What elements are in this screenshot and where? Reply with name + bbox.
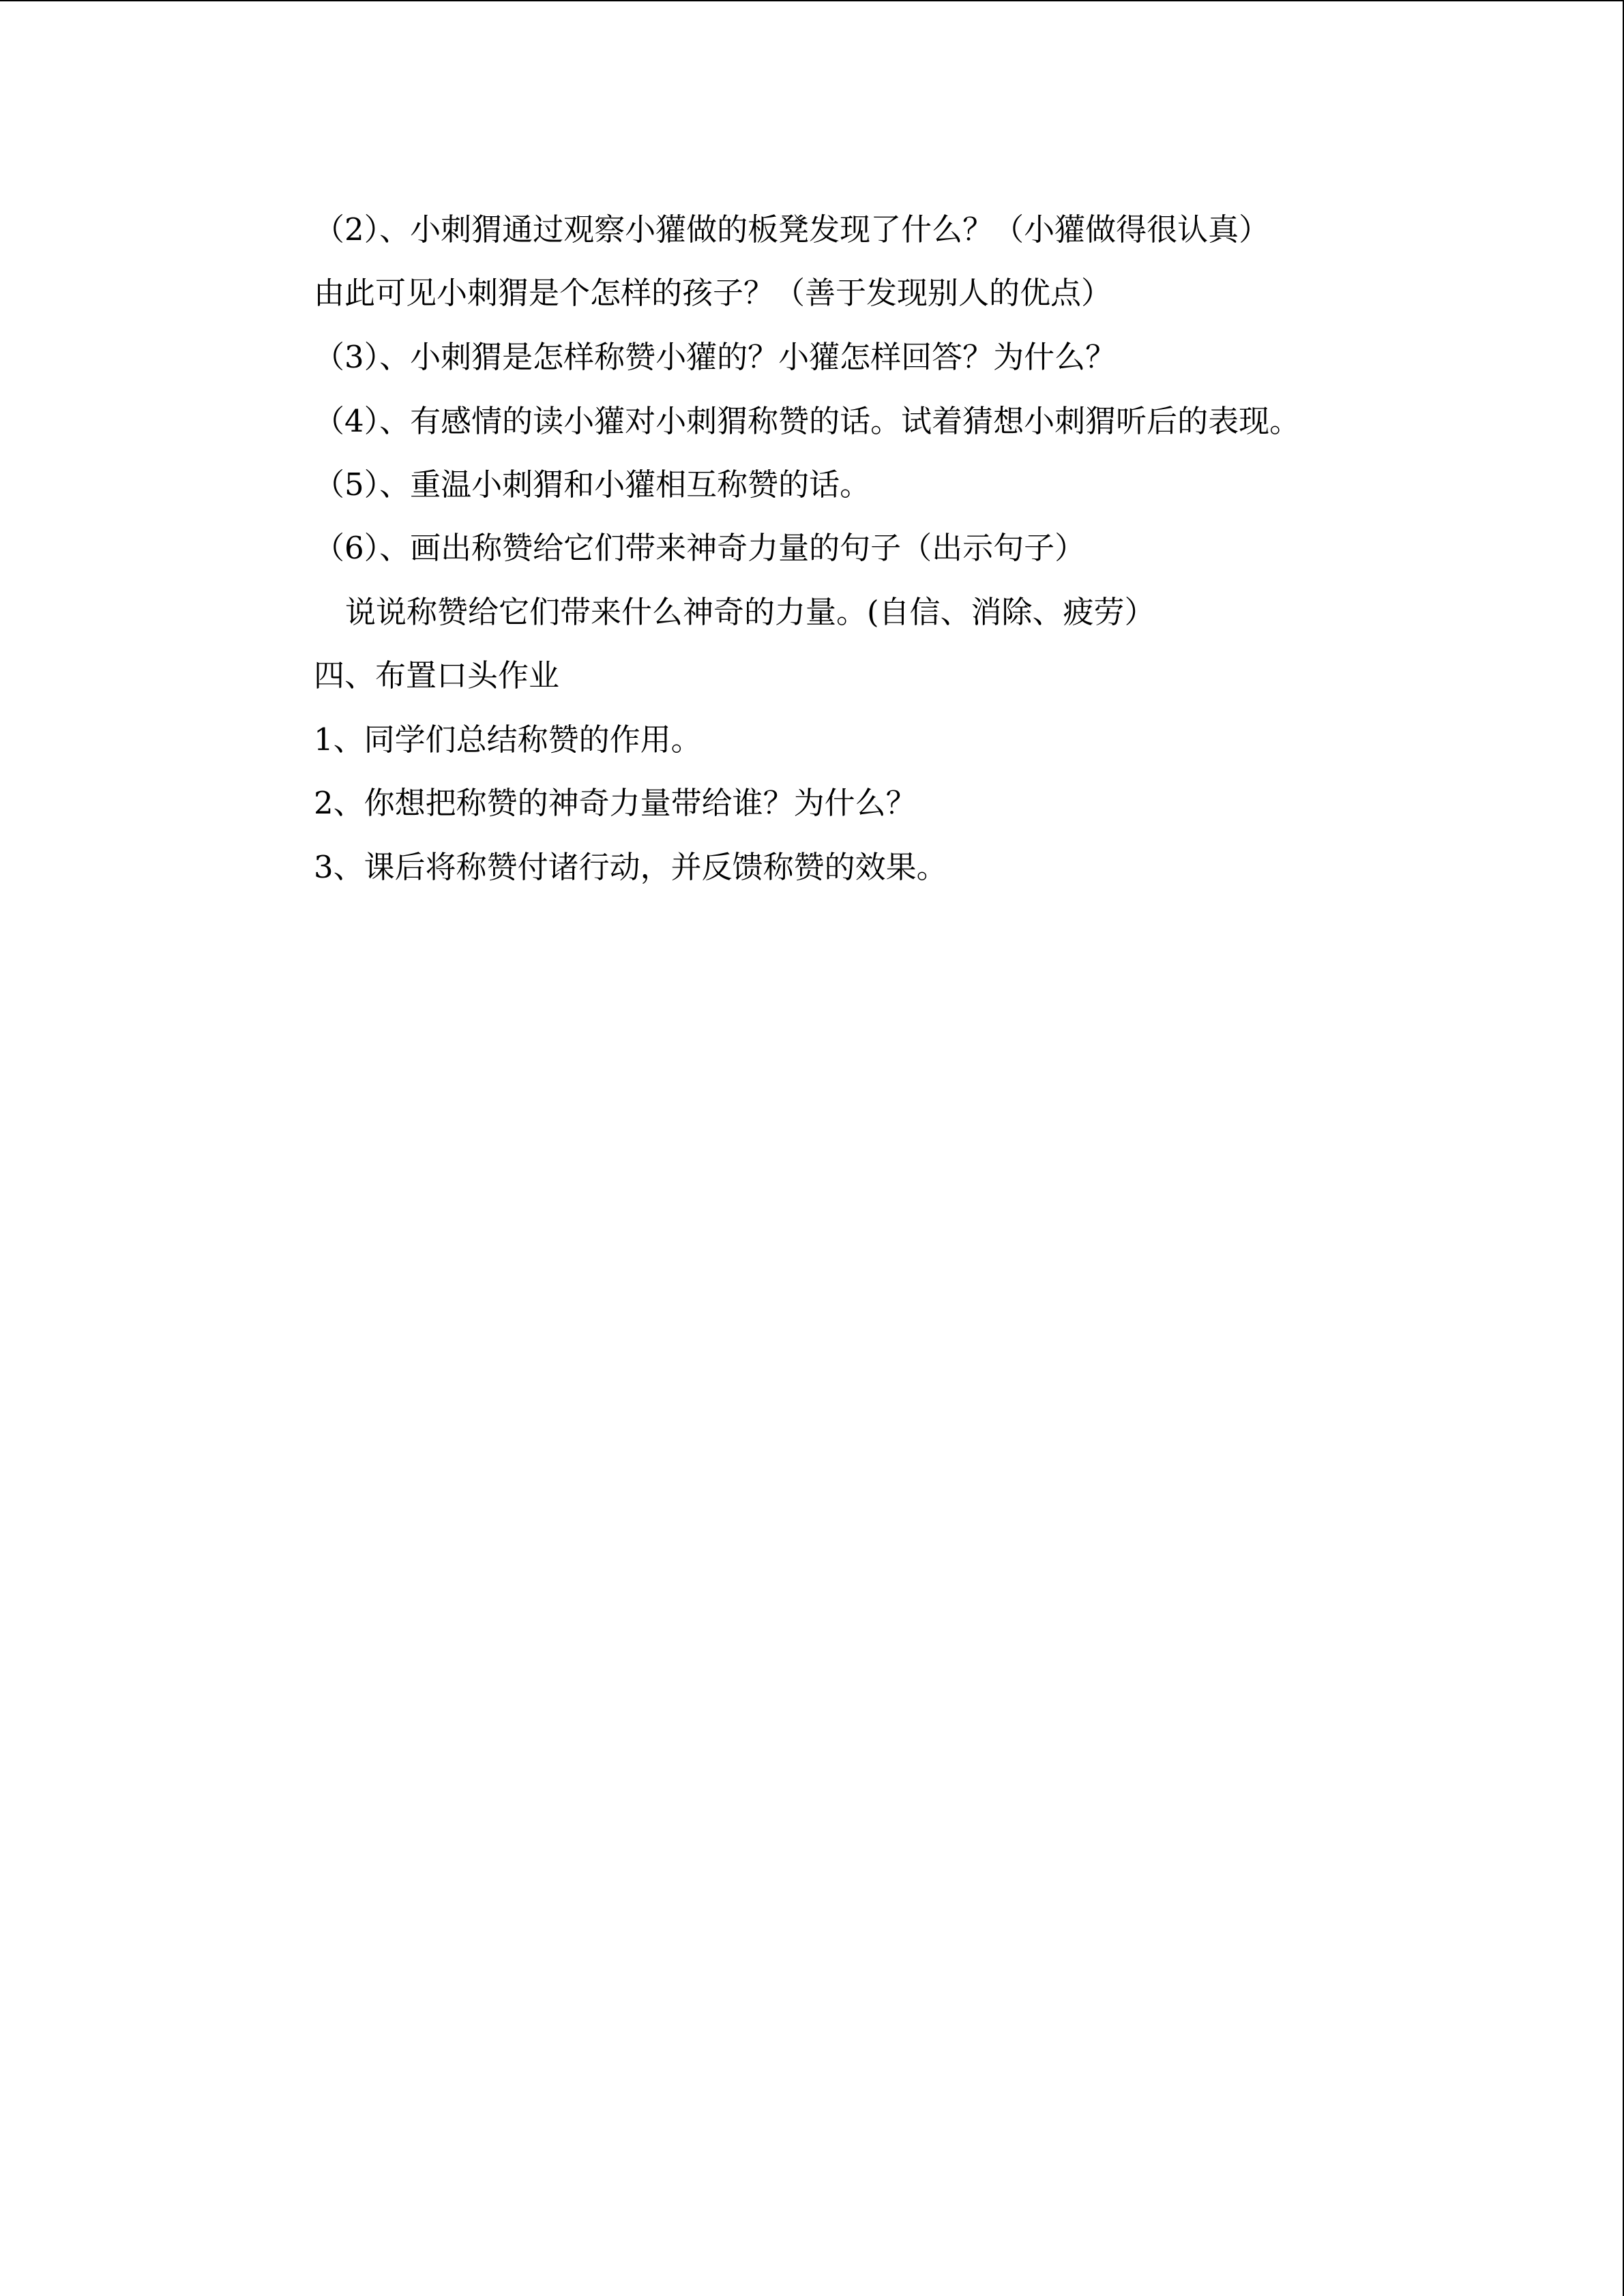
homework-item-1: 1、同学们总结称赞的作用。 — [314, 721, 702, 758]
question-2-followup: 由此可见小刺猬是个怎样的孩子？（善于发现别人的优点） — [314, 275, 1112, 311]
homework-item-3: 3、课后将称赞付诸行动，并反馈称赞的效果。 — [314, 849, 947, 885]
question-3-line: （3）、小刺猬是怎样称赞小獾的？小獾怎样回答？为什么？ — [314, 339, 1117, 375]
question-6-followup: 说说称赞给它们带来什么神奇的力量。(自信、消除、疲劳） — [345, 594, 1155, 630]
section-heading: 四、布置口头作业 — [314, 657, 560, 694]
question-4-line: （4）、有感情的读小獾对小刺猬称赞的话。试着猜想小刺猬听后的表现。 — [314, 403, 1301, 439]
question-5-line: （5）、重温小刺猬和小獾相互称赞的话。 — [314, 466, 871, 503]
question-2-line: （2）、小刺猬通过观察小獾做的板凳发现了什么？（小獾做得很认真） — [314, 211, 1270, 248]
question-6-line: （6）、画出称赞给它们带来神奇力量的句子（出示句子） — [314, 530, 1086, 566]
homework-item-2: 2、你想把称赞的神奇力量带给谁？为什么？ — [314, 785, 917, 821]
